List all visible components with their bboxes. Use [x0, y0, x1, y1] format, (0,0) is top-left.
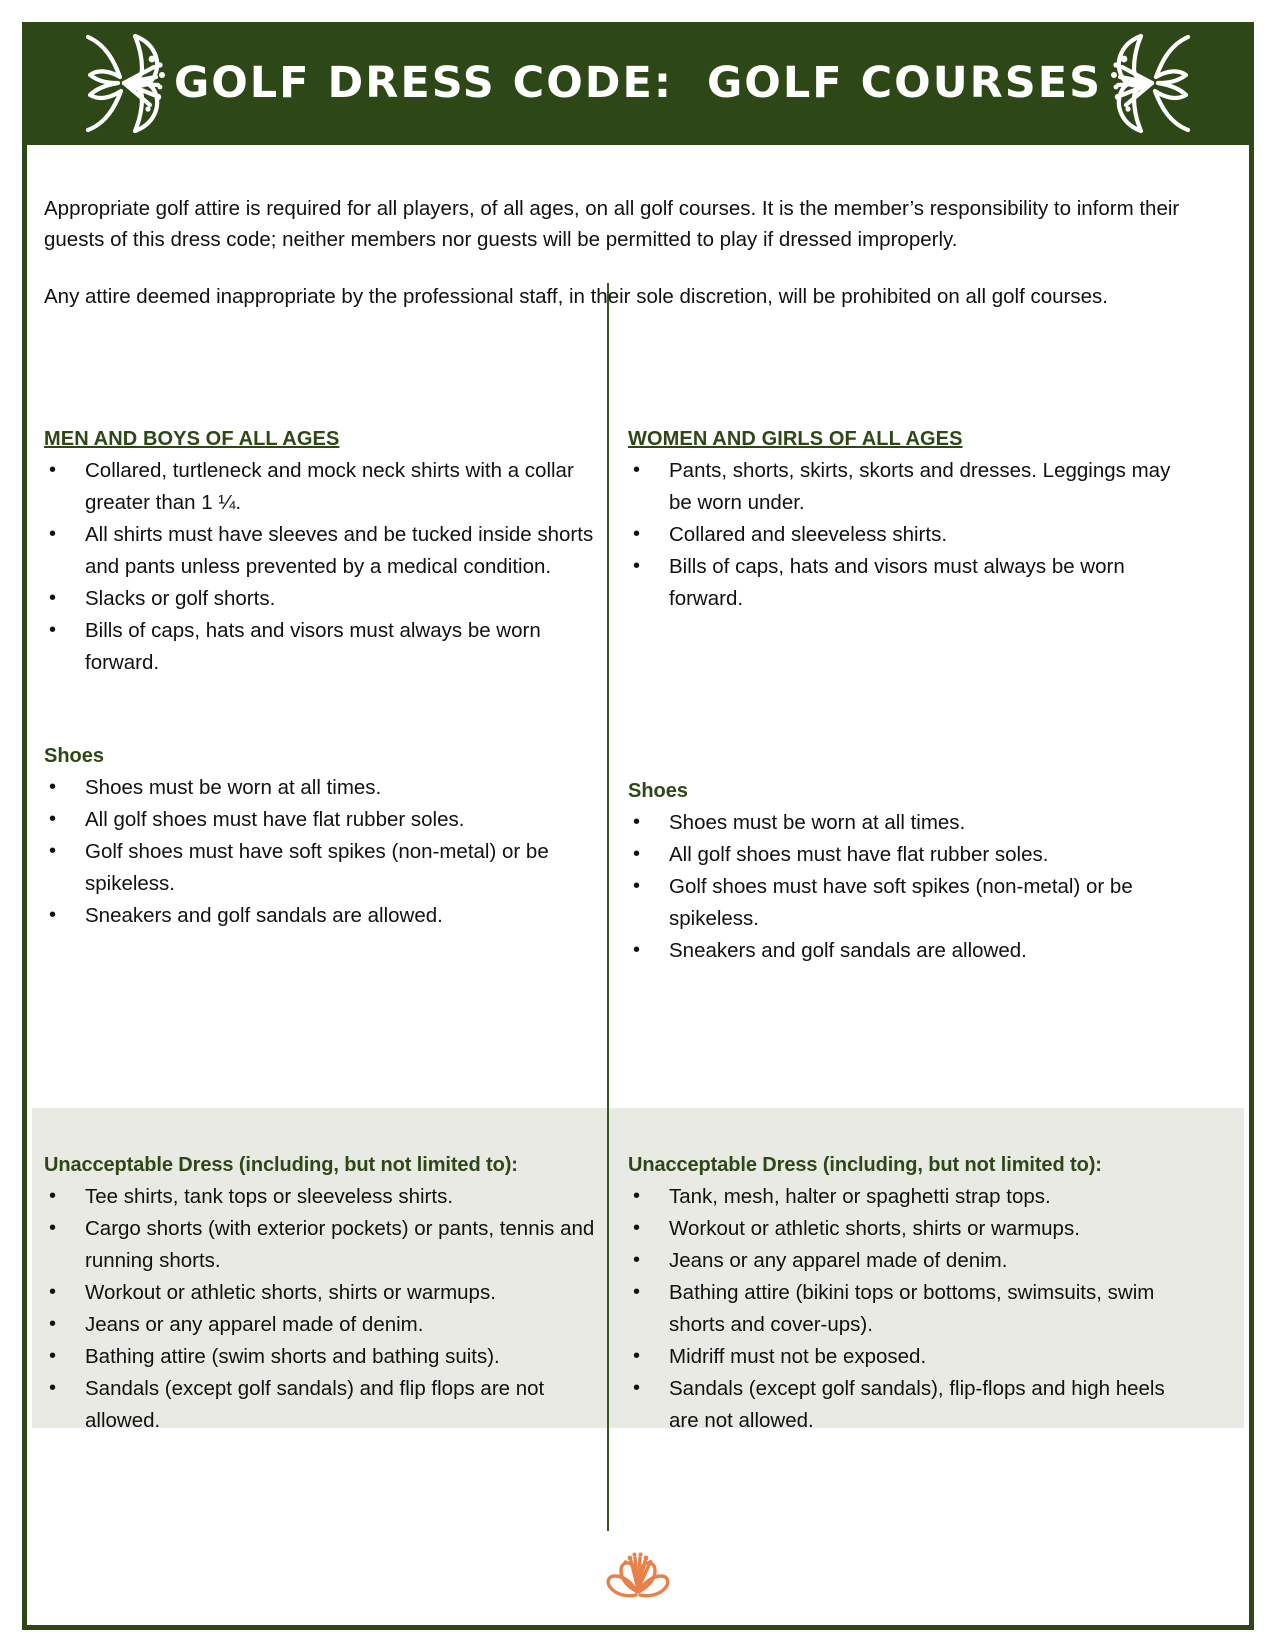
list-item: • Sandals (except golf sandals) and flip flops are not allowed. [44, 1373, 604, 1437]
women-shoes-list [628, 807, 1188, 967]
list-item: • Shoes must be worn at all times. [44, 772, 604, 804]
subsection-heading-shoes-men: Shoes [44, 744, 105, 767]
list-item: • Sandals (except golf sandals), flip-flops and high heels are not allowed. [628, 1373, 1188, 1437]
list-item: • All golf shoes must have flat rubber soles. [44, 804, 604, 836]
list-item: • Tee shirts, tank tops or sleeveless shirts. [44, 1181, 604, 1213]
list-item: • Bills of caps, hats and visors must always be worn forward. [44, 615, 604, 679]
list-item: • Pants, shorts, skirts, skorts and dresses. Leggings may be worn under. [628, 455, 1188, 519]
hibiscus-flower-icon-left [80, 31, 166, 136]
subsection-heading-shoes-women: Shoes [628, 779, 689, 802]
list-item: • Golf shoes must have soft spikes (non-metal) or be spikeless. [44, 836, 604, 900]
column-men-and-boys [44, 428, 604, 932]
list-item: • Workout or athletic shorts, shirts or warmups. [628, 1213, 1188, 1245]
section-heading-women: WOMEN AND GIRLS OF ALL AGES [628, 428, 963, 450]
intro-paragraph-1: Appropriate golf attire is required for all players, of all ages, on all golf courses. It is the member’s responsibility to inform their guests of this dress code; neither members nor guests will be permitted to play if dressed improperly. [44, 197, 1180, 252]
section-heading-men: MEN AND BOYS OF ALL AGES [44, 428, 340, 450]
list-item: • Cargo shorts (with exterior pockets) or pants, tennis and running shorts. [44, 1213, 604, 1277]
page-title: GOLF DRESS CODE: GOLF COURSES [173, 58, 1103, 108]
hibiscus-flower-icon-right [1110, 31, 1196, 136]
list-item: • Shoes must be worn at all times. [628, 807, 1188, 839]
men-unacceptable-list [44, 1181, 604, 1437]
list-item: • Midriff must not be exposed. [628, 1341, 1188, 1373]
list-item: • Jeans or any apparel made of denim. [628, 1245, 1188, 1277]
list-item: • Workout or athletic shorts, shirts or warmups. [44, 1277, 604, 1309]
list-item: • Slacks or golf shorts. [44, 583, 604, 615]
list-item: • Bills of caps, hats and visors must always be worn forward. [628, 551, 1188, 615]
document-header [22, 22, 1254, 145]
intro-paragraph-2: Any attire deemed inappropriate by the professional staff, in their sole discretion, will be prohibited on all golf courses. [44, 285, 1108, 309]
list-item: • Collared and sleeveless shirts. [628, 519, 1188, 551]
spacer [628, 615, 1188, 780]
list-item: • Golf shoes must have soft spikes (non-metal) or be spikeless. [628, 871, 1188, 935]
list-item: • All golf shoes must have flat rubber soles. [628, 839, 1188, 871]
document-body [27, 145, 1249, 1625]
unacceptable-heading-men: Unacceptable Dress (including, but not limited to): [44, 1154, 518, 1176]
list-item: • Sneakers and golf sandals are allowed. [44, 900, 604, 932]
unacceptable-dress-men [44, 1154, 604, 1437]
spacer [44, 679, 604, 745]
list-item: • Collared, turtleneck and mock neck shirts with a collar greater than 1 ¼. [44, 455, 604, 519]
list-item: • All shirts must have sleeves and be tucked inside shorts and pants unless prevented by a medical condition. [44, 519, 604, 583]
men-attire-list [44, 455, 604, 679]
men-shoes-list [44, 772, 604, 932]
unacceptable-heading-women: Unacceptable Dress (including, but not limited to): [628, 1154, 1102, 1176]
women-attire-list [628, 455, 1188, 615]
list-item: • Tank, mesh, halter or spaghetti strap tops. [628, 1181, 1188, 1213]
list-item: • Bathing attire (bikini tops or bottoms, swimsuits, swim shorts and cover-ups). [628, 1277, 1188, 1341]
list-item: • Bathing attire (swim shorts and bathing suits). [44, 1341, 604, 1373]
hibiscus-flower-logo-footer [603, 1547, 673, 1609]
list-item: • Sneakers and golf sandals are allowed. [628, 935, 1188, 967]
unacceptable-dress-women [628, 1154, 1188, 1437]
two-column-layout [27, 145, 1249, 1625]
column-women-and-girls [628, 428, 1188, 967]
women-unacceptable-list [628, 1181, 1188, 1437]
list-item: • Jeans or any apparel made of denim. [44, 1309, 604, 1341]
